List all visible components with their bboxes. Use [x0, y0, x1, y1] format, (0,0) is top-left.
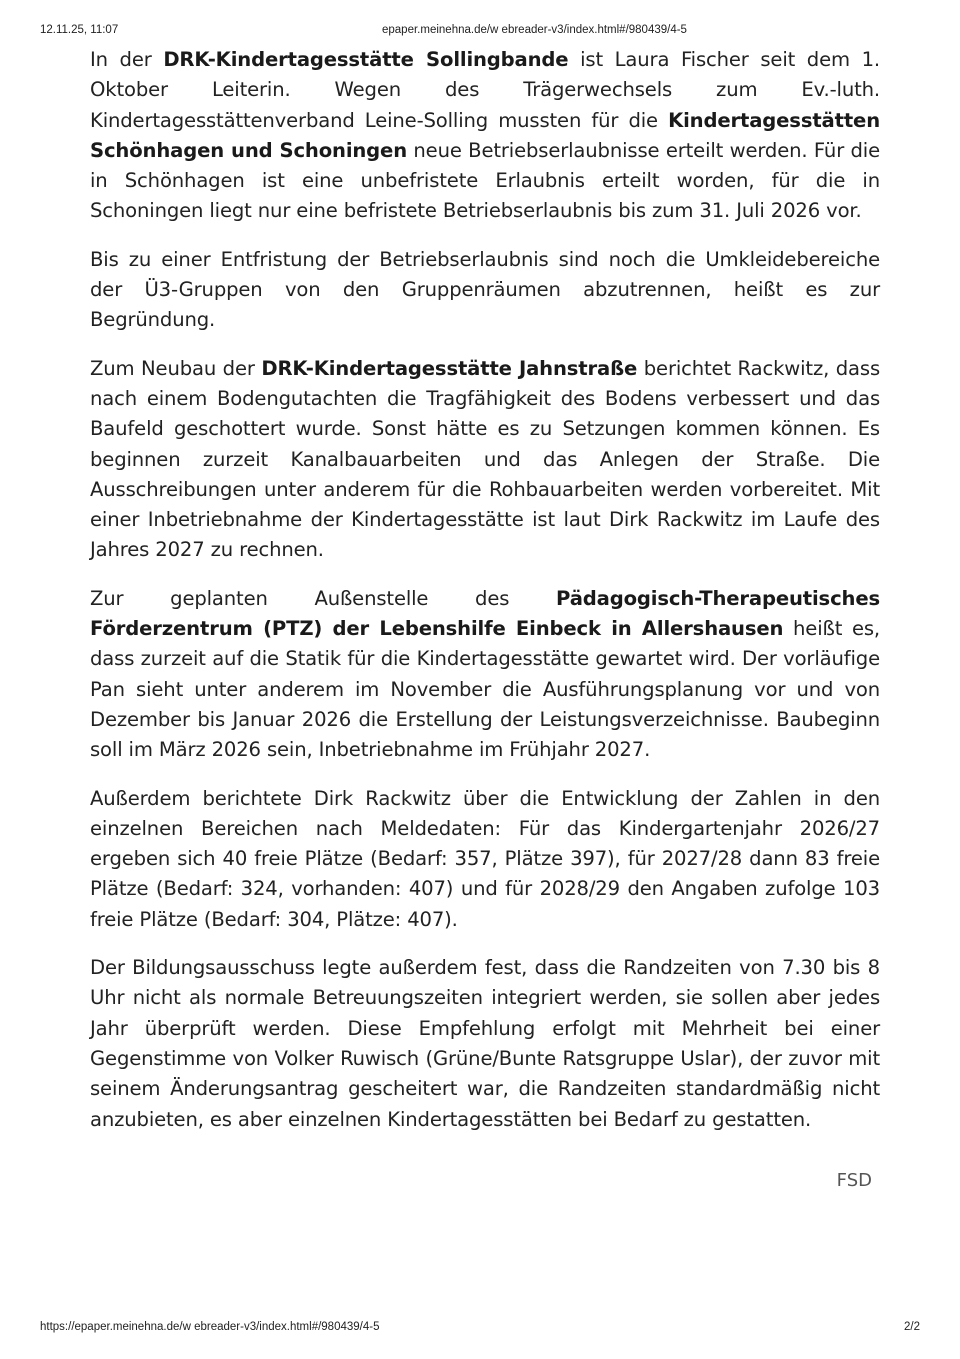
- article-body: [90, 45, 880, 1153]
- p3-text-c: berichtet Rackwitz, dass nach einem Bodengutachten die Tragfähigkeit des Bodens verbessert und das Baufeld geschottert wurde. Sonst hätte es zu Setzungen kommen können. Es beginnen zurzeit Kanalbauarbeiten und das Anlegen der Straße. Die Ausschreibungen unter anderem für die Rohbauarbeiten werden vorbereitet. Mit einer Inbetriebnahme der Kindertagesstätte ist laut Dirk Rackwitz im Laufe des Jahres 2027 zu rechnen.: [90, 356, 881, 562]
- p1-bold-sollingbande: DRK-Kindertagesstätte Sollingbande: [163, 48, 569, 71]
- p1-text-c: ist Laura Fischer seit dem 1. Oktober Leiterin. Wegen des Trägerwechsels zum Ev.-luth. Kindertagesstättenverband Leine-Solling mussten für die: [90, 48, 880, 132]
- print-header: [40, 24, 920, 40]
- p4-bold-ptz: Pädagogisch-Therapeutisches Förderzentrum (PTZ) der Lebenshilfe Einbeck in Allershausen: [90, 586, 880, 641]
- paragraph-randzeiten: Der Bildungsausschuss legte außerdem fest, dass die Randzeiten von 7.30 bis 8 Uhr nicht als normale Betreuungszeiten integriert werden, sie sollen aber jedes Jahr überprüft werden. Diese Empfehlung erfolgt mit Mehrheit bei einer Gegenstimme von Volker Ruwisch (Grüne/Bunte Ratsgruppe Uslar), der zuvor mit seinem Änderungsantrag gescheitert war, die Randzeiten standardmäßig nicht anzubieten, es aber einzelnen Kindertagesstätten bei Bedarf zu gestatten.: [90, 956, 880, 1131]
- p4-text-a: Zur geplanten Außenstelle des: [90, 586, 557, 610]
- print-header-url: epaper.meinehna.de/w ebreader-v3/index.html#/980439/4-5: [382, 24, 687, 36]
- paragraph-sollingbande: [90, 45, 880, 227]
- p1-text-a: In der: [90, 48, 164, 71]
- author-initials: FSD: [836, 1170, 872, 1191]
- print-footer-url: https://epaper.meinehna.de/w ebreader-v3/index.html#/980439/4-5: [40, 1321, 380, 1333]
- p1-text-d: neue Betriebserlaubnisse erteilt werden. Für die in Schönhagen ist eine unbefristete Erlaubnis erteilt worden, für die in Schoningen liegt nur eine befristete Betriebserlaubnis bis zum 31. Juli 2026 vor.: [90, 138, 880, 223]
- paragraph-zahlen: Außerdem berichtete Dirk Rackwitz über die Entwicklung der Zahlen in den einzelnen Bereichen nach Meldedaten: Für das Kindergartenjahr 2026/27 ergeben sich 40 freie Plätze (Bedarf: 357, Plätze 397), für 2027/28 dann 83 freie Plätze (Bedarf: 324, vorhanden: 407) und für 2028/29 den Angaben zufolge 103 freie Plätze (Bedarf: 304, Plätze: 407).: [90, 786, 880, 931]
- paragraph-ptz: [90, 584, 880, 766]
- p3-bold-jahnstrasse: DRK-Kindertagesstätte Jahnstraße: [261, 356, 638, 380]
- p4-text-c: heißt es, dass zurzeit auf die Statik für die Kindertagesstätte gewartet wird. Der vorläufige Pan sieht unter anderem im November die Ausführungsplanung vor und von Dezember bis Januar 2026 die Erstellung der Leistungsverzeichnisse. Baubeginn soll im März 2026 sein, Inbetriebnahme im Frühjahr 2027.: [90, 617, 880, 762]
- print-datetime: 12.11.25, 11:07: [40, 24, 119, 36]
- print-footer: [40, 1321, 920, 1337]
- p1-bold-schoenhagen-schoningen: Kindertagesstätten Schönhagen und Schoningen: [90, 108, 880, 162]
- page-number: 2/2: [904, 1321, 920, 1333]
- paragraph-umkleidebereiche: Bis zu einer Entfristung der Betriebserlaubnis sind noch die Umkleidebereiche der Ü3-Gruppen von den Gruppenräumen abzutrennen, heißt es zur Begründung.: [90, 247, 880, 332]
- paragraph-jahnstrasse: [90, 354, 880, 566]
- p3-text-a: Zum Neubau der: [90, 356, 262, 380]
